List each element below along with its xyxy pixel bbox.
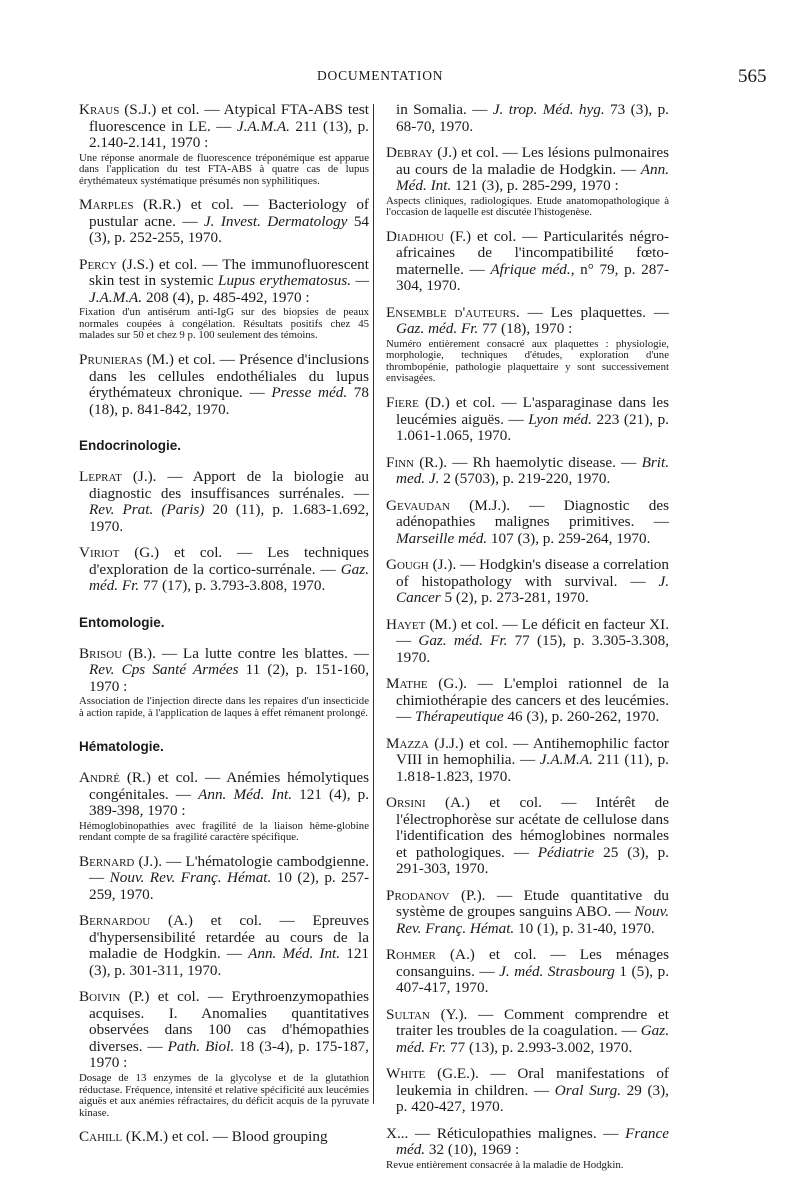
- citation-details: 121 (4), p. 389-398, 1970 :: [89, 785, 369, 820]
- citation: [79, 545, 369, 595]
- journal-name: Rev. Cps Santé Armées: [89, 661, 239, 679]
- citation: [386, 1126, 669, 1159]
- citation-title: (G.E.). — Oral manifestations of leukemia in children. —: [396, 1065, 669, 1099]
- citation: [386, 795, 669, 878]
- bibliography-entry: [79, 545, 369, 595]
- citation-details: 10 (1), p. 31-40, 1970.: [514, 919, 655, 937]
- citation-title: (J.) et col. — Les lésions pulmonaires au cours de la maladie de Hodgkin. —: [396, 144, 669, 178]
- citation-title: (A.) et col. — Epreuves d'hypersensibilité retardée au cours de la maladie de Hodgkin. —: [89, 912, 369, 963]
- bibliography-entry: [79, 854, 369, 904]
- citation-details: 10 (2), p. 257-259, 1970.: [89, 869, 370, 903]
- bibliography-entry: [386, 1126, 669, 1172]
- citation: [386, 888, 669, 938]
- author-name: Hayet: [386, 615, 426, 633]
- bibliography-entry: [79, 989, 369, 1119]
- journal-name: Ann. Méd. Int.: [198, 785, 293, 803]
- citation: [386, 395, 669, 445]
- bibliography-entry: [386, 617, 669, 667]
- bibliography-entry: [386, 1066, 669, 1116]
- bibliography-entry: [386, 455, 669, 488]
- bibliography-entry: [79, 469, 369, 535]
- author-name: Sultan: [386, 1005, 430, 1023]
- abstract-note: Aspects cliniques, radiologiques. Etude anatomopathologique à l'occasion de laquelle est discutée l'histogenèse.: [386, 194, 669, 219]
- author-name: Brisou: [79, 644, 123, 662]
- right-column: [386, 102, 669, 1181]
- journal-name: Gaz. méd. Fr.: [418, 632, 508, 650]
- citation: [79, 257, 369, 307]
- citation-title: (A.) et col. — Intérêt de l'électrophorèse sur acétate de cellulose dans l'identification des hémoglobines normales et pathologiques. —: [396, 794, 669, 861]
- citation-details: 20 (11), p. 1.683-1.692, 1970.: [89, 501, 369, 535]
- section-heading: Entomologie.: [79, 614, 165, 630]
- citation: [79, 989, 369, 1072]
- bibliography-entry: [386, 736, 669, 786]
- author-name: Prunieras: [79, 351, 143, 369]
- journal-name: J. Cancer: [396, 572, 669, 607]
- citation-title: (G.). — L'emploi rationnel de la chimiothérapie des cancers et des leucémies. —: [396, 675, 669, 726]
- citation-title: — Réticulopathies malignes. —: [408, 1124, 626, 1142]
- bibliography-entry: [79, 913, 369, 979]
- citation-details: 223 (21), p. 1.061-1.065, 1970.: [396, 410, 669, 445]
- abstract-note: Une réponse anormale de fluorescence tréponémique est apparue dans l'application du test FTA-ABS à quatre cas de lupus érythémateux systématique présumés non syphilitiques.: [79, 151, 369, 187]
- bibliography-entry: [79, 646, 369, 720]
- bibliography-entry: [386, 229, 669, 295]
- citation-details: n° 79, p. 287-304, 1970.: [396, 260, 669, 295]
- section-heading: Endocrinologie.: [79, 438, 182, 454]
- bibliography-entry: [79, 257, 369, 342]
- abstract-note: Association de l'injection directe dans les repaires d'un insecticide à action rapide, à l'application de laques à effet rémanent prolongé.: [79, 695, 369, 719]
- bibliography-entry: [79, 102, 369, 187]
- bibliography-entry: [386, 305, 669, 385]
- author-name: Prodanov: [386, 886, 450, 904]
- citation: [79, 646, 369, 696]
- bibliography-entry: [386, 395, 669, 445]
- abstract-note: Dosage de 13 enzymes de la glycolyse et de la glutathion réductase. Fréquence, intensité et relative spécificité aux leucémies aiguës et aux anémies réfractaires, du déficit acquis de la pyruvate kinase.: [79, 1071, 369, 1119]
- citation-title: (P.). — Etude quantitative du système de groupes sanguins ABO. —: [396, 886, 669, 921]
- author-name: Fiere: [386, 394, 419, 412]
- citation: [79, 913, 369, 979]
- author-name: X...: [386, 1124, 409, 1142]
- journal-name: Afrique méd.,: [490, 260, 575, 278]
- citation: [386, 617, 669, 667]
- citation-title: (M.) et col. — Présence d'inclusions dans les cellules endothéliales du lupus érythémateux chronique. —: [89, 351, 369, 402]
- citation: [386, 145, 669, 195]
- citation: [79, 352, 369, 418]
- page-number: 565: [738, 66, 767, 87]
- journal-name: Thérapeutique: [414, 708, 504, 726]
- abstract-note: Numéro entièrement consacré aux plaquettes : physiologie, morphologie, techniques d'études, exploration d'une thrombopénie, pathologie plaquettaire y sont successivement envisagées.: [386, 337, 669, 385]
- page-header: [0, 66, 800, 90]
- journal-name: Pédiatrie: [537, 843, 595, 861]
- citation: [79, 469, 369, 535]
- author-name: Viriot: [79, 544, 120, 562]
- citation: [386, 229, 669, 295]
- author-name: Mathe: [386, 675, 428, 693]
- journal-name: J. méd. Strasbourg: [499, 962, 615, 980]
- continued-entry: [386, 102, 669, 135]
- author-name: Gevaudan: [386, 496, 450, 514]
- citation-details: 121 (3), p. 285-299, 1970 :: [451, 177, 619, 194]
- citation: [386, 455, 669, 488]
- citation-title: (J.J.) et col. — Antihemophilic factor VIII in hemophilia. —: [396, 734, 669, 769]
- bibliography-entry: [386, 888, 669, 938]
- citation-details: 208 (4), p. 485-492, 1970 :: [142, 288, 310, 306]
- citation-details: 107 (3), p. 259-264, 1970.: [487, 529, 651, 547]
- citation-title: (B.). — La lutte contre les blattes. —: [122, 644, 369, 662]
- citation-details: 11 (2), p. 151-160, 1970 :: [89, 661, 369, 695]
- author-name: Bernardou: [79, 912, 151, 930]
- journal-name: Gaz. méd. Fr.: [396, 1022, 669, 1056]
- bibliography-entry: [386, 795, 669, 878]
- journal-name: Brit. med. J.: [396, 453, 669, 488]
- left-column: [79, 102, 369, 1156]
- citation-details: 29 (3), p. 420-427, 1970.: [396, 1081, 669, 1116]
- journal-name: Rev. Prat. (Paris): [89, 501, 205, 519]
- author-name: Orsini: [386, 794, 426, 812]
- citation-title: (G.) et col. — Les techniques d'exploration de la cortico-surrénale. —: [89, 544, 369, 578]
- journal-name: Lyon méd.: [528, 410, 592, 428]
- journal-name: Ann. Méd. Int.: [248, 945, 341, 963]
- bibliography-entry: [386, 1007, 669, 1057]
- citation-details: 78 (18), p. 841-842, 1970.: [89, 384, 369, 418]
- citation-title: (R.R.) et col. — Bacteriology of pustular acne. —: [89, 196, 369, 230]
- journal-name: Marseille méd.: [396, 529, 488, 547]
- author-name: Mazza: [386, 734, 429, 752]
- section-heading: Hématologie.: [79, 739, 164, 755]
- bibliography-entry: [386, 498, 669, 548]
- citation: [79, 197, 369, 247]
- citation-title: (J.). — Hodgkin's disease a correlation of histopathology with survival. —: [396, 556, 669, 590]
- author-name: Leprat: [79, 468, 122, 486]
- author-name: André: [79, 769, 120, 787]
- citation-details: 121 (3), p. 301-311, 1970.: [89, 945, 370, 979]
- journal-name: France méd.: [396, 1124, 669, 1159]
- journal-name: Nouv. Rev. Franç. Hémat.: [396, 903, 669, 937]
- author-name: Gough: [386, 556, 429, 574]
- citation-title: (A.) et col. — Les ménages consanguins. —: [396, 946, 669, 980]
- citation-title: (M.) et col. — Le déficit en facteur XI. —: [396, 615, 669, 650]
- bibliography-entry: [386, 145, 669, 219]
- citation: [386, 498, 669, 548]
- citation-details: 54 (3), p. 252-255, 1970.: [89, 212, 370, 247]
- author-name: Bernard: [79, 852, 135, 870]
- citation-details: 77 (18), 1970 :: [478, 320, 573, 338]
- bibliography-entry: [79, 1129, 369, 1146]
- abstract-note: Hémoglobinopathies avec fragilité de la liaison hème-globine rendant compte de sa fragilité caractère spécifique.: [79, 819, 369, 844]
- author-name: Debray: [386, 144, 434, 161]
- citation-details: 211 (11), p. 1.818-1.823, 1970.: [396, 751, 669, 785]
- citation: [79, 1129, 369, 1146]
- author-name: Rohmer: [386, 946, 436, 964]
- citation-title: (J.S.) et col. — The immunofluorescent skin test in systemic: [89, 255, 369, 290]
- author-name: Ensemble d'auteurs: [386, 303, 516, 321]
- citation: [386, 947, 669, 997]
- citation-title: (F.) et col. — Particularités négro-africaines de l'incompatibilité fœto-maternelle. —: [396, 227, 669, 278]
- bibliography-entry: [79, 770, 369, 844]
- citation-details: 5 (2), p. 273-281, 1970.: [440, 589, 589, 607]
- citation: [386, 557, 669, 607]
- citation-title: (Y.). — Comment comprendre et traiter les troubles de la coagulation. —: [396, 1005, 669, 1040]
- citation: [79, 102, 369, 152]
- citation-details: 32 (10), 1969 :: [425, 1141, 520, 1159]
- citation-title: (P.) et col. — Erythroenzymopathies acquises. I. Anomalies quantitatives observées dans 100 cas d'hémopathies diverses. —: [89, 988, 369, 1055]
- author-name: White: [386, 1065, 426, 1083]
- journal-name: J. Invest. Dermatology: [203, 212, 348, 230]
- bibliography-entry: [79, 352, 369, 418]
- bibliography-entry: [386, 947, 669, 997]
- citation-details: 18 (3-4), p. 175-187, 1970 :: [89, 1037, 369, 1072]
- journal-name: J.A.M.A.: [236, 117, 290, 135]
- author-name: Finn: [386, 453, 414, 471]
- citation-details: 77 (15), p. 3.305-3.308, 1970.: [396, 632, 669, 666]
- author-name: Diadhiou: [386, 227, 445, 245]
- citation-title: (R.). — Rh haemolytic disease. —: [414, 453, 642, 471]
- citation-details: 1 (5), p. 407-417, 1970.: [396, 962, 669, 997]
- running-title: DOCUMENTATION: [317, 68, 444, 83]
- journal-name: J.A.M.A.: [539, 751, 593, 769]
- citation: [79, 770, 369, 820]
- author-name: Boivin: [79, 988, 121, 1006]
- bibliography-entry: [386, 557, 669, 607]
- citation-title: . — Les plaquettes. —: [515, 303, 669, 321]
- citation-details: 46 (3), p. 260-262, 1970.: [503, 708, 660, 726]
- abstract-note: Revue entièrement consacrée à la maladie de Hodgkin.: [386, 1158, 624, 1171]
- journal-name: Gaz. méd. Fr.: [396, 320, 479, 338]
- journal-name: Path. Biol.: [167, 1037, 235, 1055]
- citation-title: (J.). — L'hématologie cambodgienne. —: [89, 852, 369, 887]
- citation-details: 77 (13), p. 2.993-3.002, 1970.: [446, 1038, 633, 1056]
- citation-title: (D.) et col. — L'asparaginase dans les leucémies aiguës. —: [396, 394, 669, 428]
- citation: [386, 305, 669, 338]
- journal-name: Lupus erythematosus. — J.A.M.A.: [89, 272, 369, 306]
- bibliography-entry: [79, 197, 369, 247]
- citation-title: (K.M.) et col. — Blood grouping: [122, 1128, 328, 1146]
- citation: [79, 854, 369, 904]
- journal-name: J. trop. Méd. hyg.: [492, 101, 605, 118]
- citation-details: 25 (3), p. 291-303, 1970.: [396, 843, 669, 878]
- journal-name: Gaz. méd. Fr.: [89, 560, 369, 595]
- column-divider: [373, 104, 374, 1104]
- journal-name: Presse méd.: [271, 384, 348, 402]
- citation: [386, 736, 669, 786]
- citation: [386, 1066, 669, 1116]
- author-name: Kraus: [79, 101, 120, 118]
- citation-details: 73 (3), p. 68-70, 1970.: [396, 101, 669, 135]
- continued-text: in Somalia. —: [396, 101, 493, 118]
- abstract-note: Fixation d'un antisérum anti-IgG sur des biopsies de peaux normales coupées à congélation. Résultats positifs chez 45 malades sur 50 et chez 9 p. 100 seulement des témoins.: [79, 306, 369, 342]
- author-name: Percy: [79, 255, 117, 273]
- citation: [386, 1007, 669, 1057]
- author-name: Cahill: [79, 1128, 123, 1146]
- citation-title: (M.J.). — Diagnostic des adénopathies malignes primitives. —: [396, 496, 669, 531]
- citation-title: (S.J.) et col. — Atypical FTA-ABS test fluorescence in LE. —: [89, 101, 369, 135]
- citation-details: 77 (17), p. 3.793-3.808, 1970.: [139, 577, 326, 595]
- citation: [386, 676, 669, 726]
- bibliography-entry: [386, 676, 669, 726]
- journal-name: Oral Surg.: [554, 1081, 622, 1099]
- journal-name: Nouv. Rev. Franç. Hémat.: [109, 869, 272, 887]
- citation-title: (R.) et col. — Anémies hémolytiques congénitales. —: [89, 769, 369, 803]
- author-name: Marples: [79, 196, 134, 214]
- journal-name: Ann. Méd. Int.: [396, 160, 669, 194]
- citation-details: 211 (13), p. 2.140-2.141, 1970 :: [89, 117, 369, 151]
- citation-title: (J.). — Apport de la biologie au diagnostic des insuffisances surrénales. —: [89, 468, 369, 502]
- citation-details: 2 (5703), p. 219-220, 1970.: [439, 470, 611, 488]
